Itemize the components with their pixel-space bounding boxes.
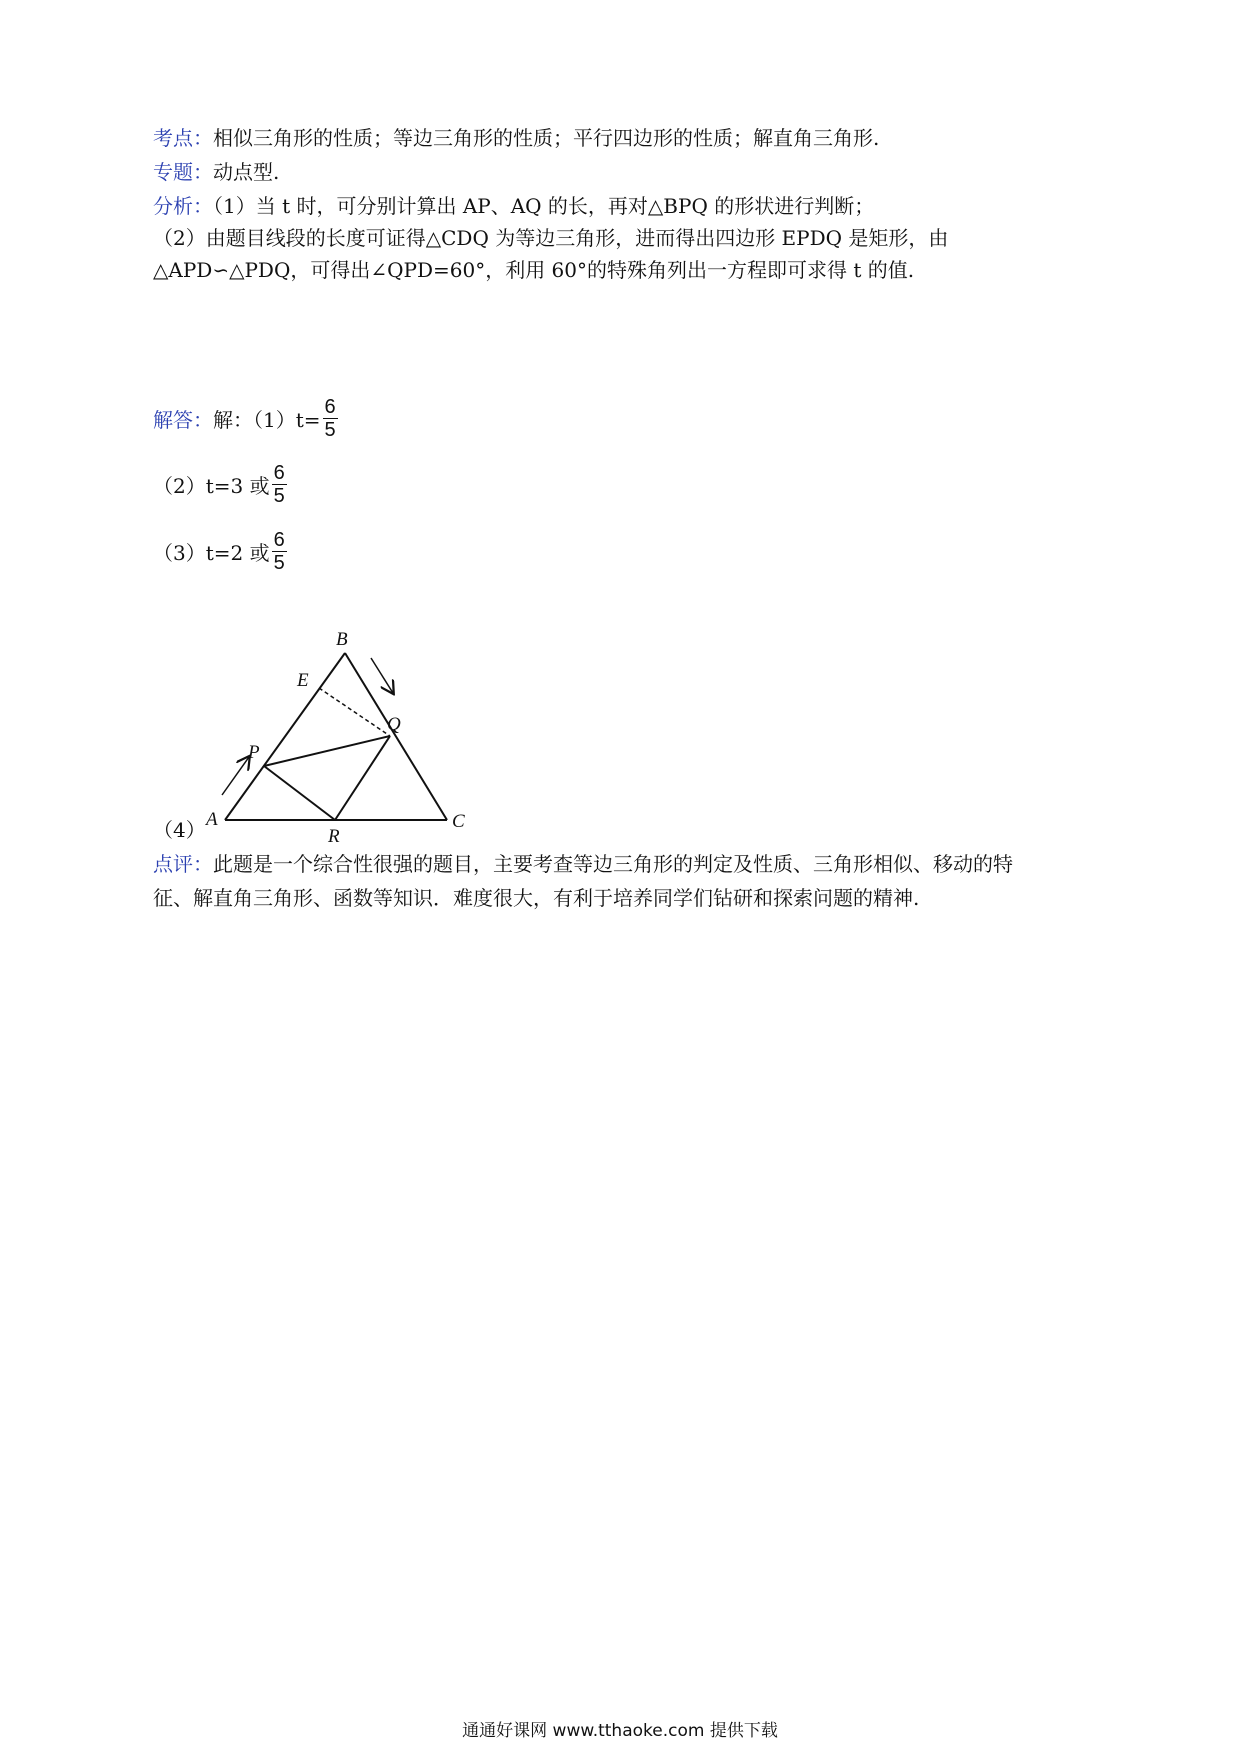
answer-2-prefix: （2）t=3 或 xyxy=(153,473,270,498)
segment-eq-dashed xyxy=(319,688,390,736)
answer-3-denominator: 5 xyxy=(273,551,285,574)
answer-2-fraction xyxy=(272,462,287,507)
jieda-label: 解答： xyxy=(153,407,213,432)
fenxi-label: 分析： xyxy=(153,194,213,218)
side-ab xyxy=(225,653,345,820)
label-c: C xyxy=(452,811,465,832)
answer-3-fraction xyxy=(272,529,287,574)
zhuanti-line xyxy=(153,158,279,186)
kaodian-line xyxy=(153,124,879,152)
dianping-label: 点评： xyxy=(153,852,213,876)
side-bc xyxy=(345,653,447,820)
answer-2-denominator: 5 xyxy=(273,484,285,507)
answer-1-fraction xyxy=(323,396,338,441)
segment-pr xyxy=(264,766,335,820)
dianping-line-2: 征、解直角三角形、函数等知识．难度很大，有利于培养同学们钻研和探索问题的精神. xyxy=(153,886,920,910)
answer-2 xyxy=(153,456,287,512)
answer-4-label: （4） xyxy=(153,818,206,842)
dianping-line-1 xyxy=(153,850,1013,878)
arrow-on-ab xyxy=(222,757,249,795)
label-q: Q xyxy=(387,714,401,735)
arrow-on-bc xyxy=(371,658,393,693)
dianping-text-1: 此题是一个综合性很强的题目，主要考查等边三角形的判定及性质、三角形相似、移动的特 xyxy=(213,852,1013,876)
fenxi-line-3: △APD∽△PDQ，可得出∠QPD=60°，利用 60°的特殊角列出一方程即可求得 t 的值. xyxy=(153,258,915,282)
kaodian-text: 相似三角形的性质；等边三角形的性质；平行四边形的性质；解直角三角形. xyxy=(213,126,880,150)
answer-1-numerator: 6 xyxy=(324,395,336,418)
answer-2-numerator: 6 xyxy=(273,461,285,484)
answer-3 xyxy=(153,523,287,579)
fenxi-text-1: （1）当 t 时，可分别计算出 AP、AQ 的长，再对△BPQ 的形状进行判断； xyxy=(213,194,875,218)
label-r: R xyxy=(328,826,340,845)
fenxi-line-2: （2）由题目线段的长度可证得△CDQ 为等边三角形，进而得出四边形 EPDQ 是矩形，由 xyxy=(153,226,949,250)
label-e: E xyxy=(297,670,309,691)
label-a: A xyxy=(206,809,218,830)
answer-1-denominator: 5 xyxy=(324,418,336,441)
answer-1 xyxy=(153,390,338,446)
answer-1-prefix: 解：（1）t= xyxy=(213,407,321,432)
zhuanti-text: 动点型. xyxy=(213,160,280,184)
answer-3-prefix: （3）t=2 或 xyxy=(153,540,270,565)
label-b: B xyxy=(336,629,348,650)
answer-3-numerator: 6 xyxy=(273,528,285,551)
fenxi-line-1 xyxy=(153,192,874,220)
kaodian-label: 考点： xyxy=(153,126,213,150)
label-p: P xyxy=(248,742,260,763)
page-footer: 通通好课网 www.tthaoke.com 提供下载 xyxy=(462,1721,778,1741)
zhuanti-label: 专题： xyxy=(153,160,213,184)
segment-qr xyxy=(335,736,390,820)
triangle-figure xyxy=(200,615,500,845)
